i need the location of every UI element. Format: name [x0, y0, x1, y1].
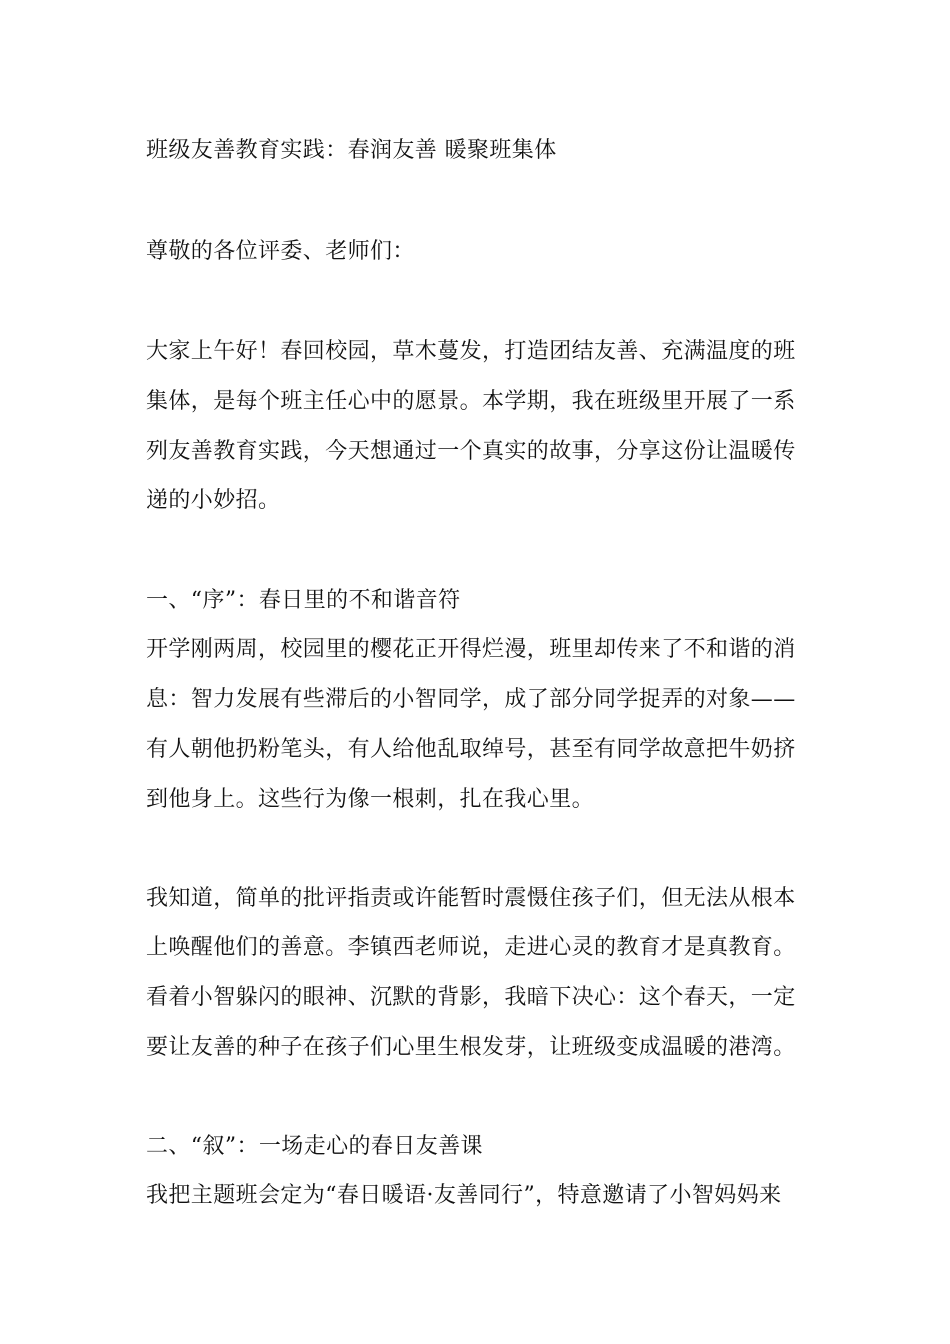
section1-paragraph1-line: 息：智力发展有些滞后的小智同学，成了部分同学捉弄的对象—— [146, 687, 796, 712]
section1-paragraph2-line: 看着小智躲闪的眼神、沉默的背影，我暗下决心：这个春天，一定 [146, 985, 796, 1010]
intro-line: 列友善教育实践，今天想通过一个真实的故事，分享这份让温暖传 [146, 439, 796, 464]
section2-heading: 二、“叙”：一场走心的春日友善课 [146, 1134, 483, 1159]
section1-paragraph2-line: 要让友善的种子在孩子们心里生根发芽，让班级变成温暖的港湾。 [146, 1035, 796, 1060]
section1-paragraph2-line: 上唤醒他们的善意。李镇西老师说，走进心灵的教育才是真教育。 [146, 935, 796, 960]
section1-paragraph2-line: 我知道，简单的批评指责或许能暂时震慑住孩子们，但无法从根本 [146, 886, 796, 911]
section1-paragraph1-line: 到他身上。这些行为像一根刺，扎在我心里。 [146, 787, 595, 812]
section2-paragraph1-line: 我把主题班会定为“春日暖语·友善同行”，特意邀请了小智妈妈来 [146, 1183, 782, 1208]
intro-line: 集体，是每个班主任心中的愿景。本学期，我在班级里开展了一系 [146, 389, 796, 414]
section1-heading: 一、“序”：春日里的不和谐音符 [146, 588, 461, 613]
section1-paragraph1-line: 开学刚两周，校园里的樱花正开得烂漫，班里却传来了不和谐的消 [146, 637, 796, 662]
salutation: 尊敬的各位评委、老师们： [146, 239, 415, 264]
section1-paragraph1-line: 有人朝他扔粉笔头，有人给他乱取绰号，甚至有同学故意把牛奶挤 [146, 737, 796, 762]
intro-line: 递的小妙招。 [146, 488, 281, 513]
intro-line: 大家上午好！春回校园，草木蔓发，打造团结友善、充满温度的班 [146, 339, 796, 364]
document-title: 班级友善教育实践：春润友善 暖聚班集体 [146, 138, 557, 163]
